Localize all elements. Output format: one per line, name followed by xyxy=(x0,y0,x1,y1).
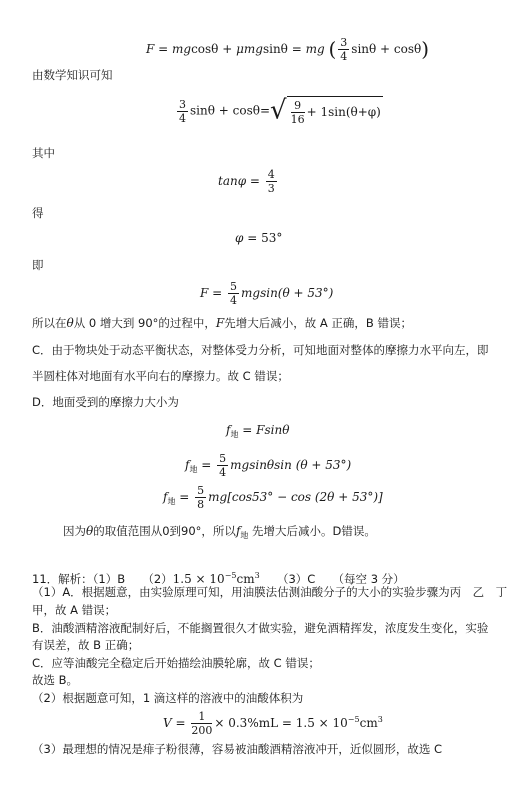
equation-phi: φ = 53° xyxy=(235,231,283,245)
paragraph-c-line2: 半圆柱体对地面有水平向右的摩擦力。故 C 错误； xyxy=(32,369,289,383)
q11-part1-line6: 故选 B。 xyxy=(32,673,79,687)
equation-trig-identity: $\frac{3}{4}$ sinθ + cosθ=√ $\frac{9}{16}$ + 1sin(θ+φ) xyxy=(179,95,381,126)
equation-friction-2: $f_地$ = $\frac{5}{4}$ mgsinθsin (θ + 53°) xyxy=(185,452,352,479)
equation-friction-1: $f_地 = Fsin\theta$ xyxy=(226,423,290,439)
question-11-answers: 11．解析：（1）B $(2)1.5 \times 10^{-5}cm^3$ （3）C （每空 3 分） xyxy=(32,571,405,586)
text-ie: 即 xyxy=(32,258,44,272)
equation-force-sin: F = $\frac{5}{4}$ mgsin(θ + 53°) xyxy=(200,280,334,307)
q11-part1-line3: B．油酸酒精溶液配制好后，不能搁置很久才做实验，避免酒精挥发，浓度发生变化，实验 xyxy=(32,621,489,635)
paragraph-d-conclusion: 因为θ的取值范围从0到90°，所以$f_地$ 先增大后减小。D错误。 xyxy=(63,524,376,540)
equation-force: F = mgcosθ + μmgsinθ = mg ( $\frac{3}{4}$ sinθ + cosθ) xyxy=(146,36,430,63)
q11-part2-intro: （2）根据题意可知，1 滴这样的溶液中的油酸体积为 xyxy=(32,691,304,705)
paragraph-conclusion-ab: 所以在θ从 0 增大到 90°的过程中，F先增大后减小，故 A 正确，B 错误； xyxy=(32,316,412,330)
q11-part1-line1: （1）A．根据题意，由实验原理可知，用油膜法估测油酸分子的大小的实验步骤为丙 乙 丁 xyxy=(32,585,508,599)
equation-volume: V = $\frac{1}{200}$ × $0.3\%mL = 1.5 \times 10^{-5}cm^3$ xyxy=(163,710,383,737)
paragraph-d-intro: D．地面受到的摩擦力大小为 xyxy=(32,395,179,409)
equation-tan-phi: tanφ = $\frac{4}{3}$ xyxy=(218,168,275,195)
q11-part1-line5: C．应等油酸完全稳定后开始描绘油膜轮廓，故 C 错误； xyxy=(32,656,320,670)
equation-friction-3: $f_地$ = $\frac{5}{8}$ mg[cos53° − cos (2θ + 53°)] xyxy=(163,484,383,511)
q11-part1-line4: 有误差，故 B 正确； xyxy=(32,638,140,652)
text-math-knowledge: 由数学知识可知 xyxy=(32,68,113,82)
paragraph-c-line1: C．由于物块处于动态平衡状态，对整体受力分析，可知地面对整体的摩擦力水平向左，即 xyxy=(32,343,489,357)
q11-part1-line2: 甲，故 A 错误； xyxy=(32,603,117,617)
text-where: 其中 xyxy=(32,146,55,160)
q11-part3: （3）最理想的情况是痱子粉很薄，容易被油酸酒精溶液冲开，近似圆形，故选 C xyxy=(32,742,442,756)
text-get: 得 xyxy=(32,206,44,220)
